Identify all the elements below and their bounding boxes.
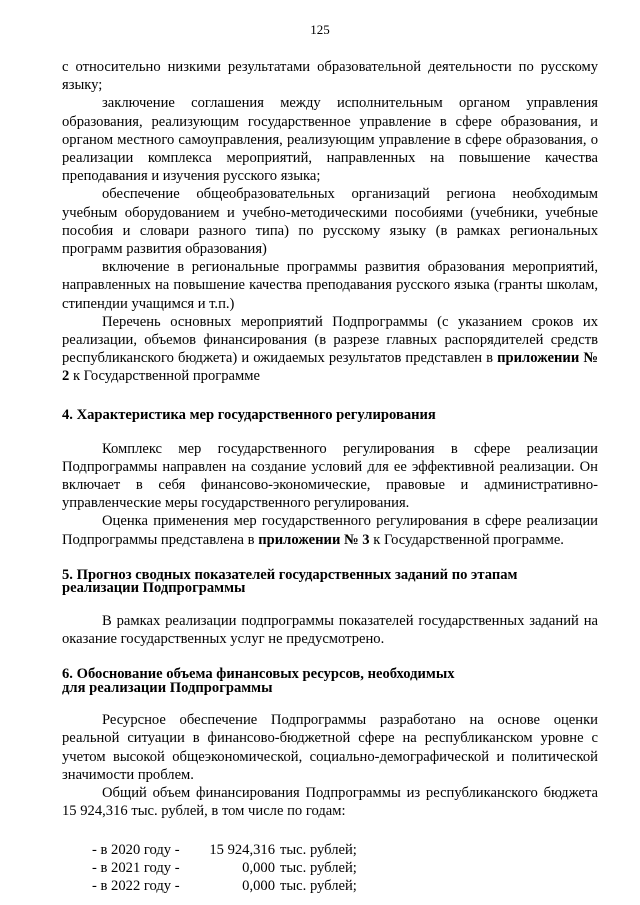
- year-unit: тыс. рублей;: [280, 878, 357, 895]
- section-4-paragraph-2: [62, 512, 598, 548]
- paragraph-agreement: заключение соглашения между исполнительным органом управления образования, реализующим государственное управление в сфере образования, и органом местного самоуправления, реализующим управление в сфере образования, о реализации комплекса мероприятий, направленных на повышение качества преподавания и изучения русского языка;: [62, 95, 598, 185]
- funding-year-row: [92, 841, 598, 859]
- page-number: 125: [310, 22, 330, 37]
- section-5-paragraph-1: В рамках реализации подпрограммы показателей государственных заданий на оказание государственных услуг не предусмотрено.: [62, 612, 598, 648]
- year-amount: 15 924,316: [209, 841, 275, 858]
- section-4-paragraph-1: Комплекс мер государственного регулирования в сфере реализации Подпрограммы направлен на создание условий для ее эффективной реализации. Он включает в себя финансово-экономические, правовые и административно-управленческие меры государственного регулирования.: [62, 440, 598, 512]
- funding-year-row: [92, 859, 598, 877]
- appendix-3-reference: приложении № 3: [258, 531, 370, 548]
- year-amount: 0,000: [242, 859, 275, 876]
- appendix-2-reference: приложении № 2: [62, 350, 598, 385]
- paragraph-continuation: с относительно низкими результатами образовательной деятельности по русскому языку;: [62, 59, 598, 94]
- page-content: [62, 58, 598, 896]
- funding-year-row: [92, 877, 598, 895]
- paragraph-activities-list: [62, 313, 598, 386]
- year-label: - в 2022 году -: [92, 878, 180, 895]
- text-before: Перечень основных мероприятий Подпрограммы (с указанием сроков их реализации, объемов финансирования (в разрезе главных распорядителей средств республиканского бюджета) и ожидаемых результатов представлен в: [62, 313, 598, 367]
- section-5-heading-line-1: 5. Прогноз сводных показателей государственных заданий по этапам: [62, 566, 518, 583]
- year-unit: тыс. рублей;: [280, 841, 357, 858]
- year-amount: 0,000: [242, 878, 275, 895]
- year-label: - в 2020 году -: [92, 841, 180, 858]
- year-unit: тыс. рублей;: [280, 859, 357, 876]
- paragraph-equipment: обеспечение общеобразовательных организаций региона необходимым учебным оборудованием и учебно-методическими пособиями (учебники, учебные пособия и словари разного типа) по русскому языку (в рамках региональных программ развития образования): [62, 186, 598, 258]
- section-4-heading: 4. Характеристика мер государственного регулирования: [62, 406, 436, 423]
- year-label: - в 2021 году -: [92, 859, 180, 876]
- funding-by-year-list: [92, 841, 598, 896]
- text-before: Оценка применения мер государственного регулирования в сфере реализации Подпрограммы представлена в: [62, 513, 598, 548]
- section-6-heading-line-2: для реализации Подпрограммы: [62, 679, 273, 696]
- text-after: к Государственной программе.: [369, 531, 564, 548]
- section-5-heading-line-2: реализации Подпрограммы: [62, 580, 246, 597]
- section-6-paragraph-1: Ресурсное обеспечение Подпрограммы разработано на основе оценки реальной ситуации в финансово-бюджетной сфере на республиканском уровне с учетом высокой общеэкономической, социально-демографической и политической значимости проблем.: [62, 712, 598, 783]
- section-6-paragraph-2: Общий объем финансирования Подпрограммы из республиканского бюджета 15 924,316 тыс. рублей, в том числе по годам:: [62, 785, 598, 820]
- section-6-heading-line-1: 6. Обоснование объема финансовых ресурсов, необходимых: [62, 666, 455, 683]
- text-after: к Государственной программе: [69, 368, 260, 385]
- paragraph-regional-programs: включение в региональные программы развития образования мероприятий, направленных на повышение качества преподавания русского языка (гранты школам, стипендии учащимся и т.п.): [62, 259, 598, 312]
